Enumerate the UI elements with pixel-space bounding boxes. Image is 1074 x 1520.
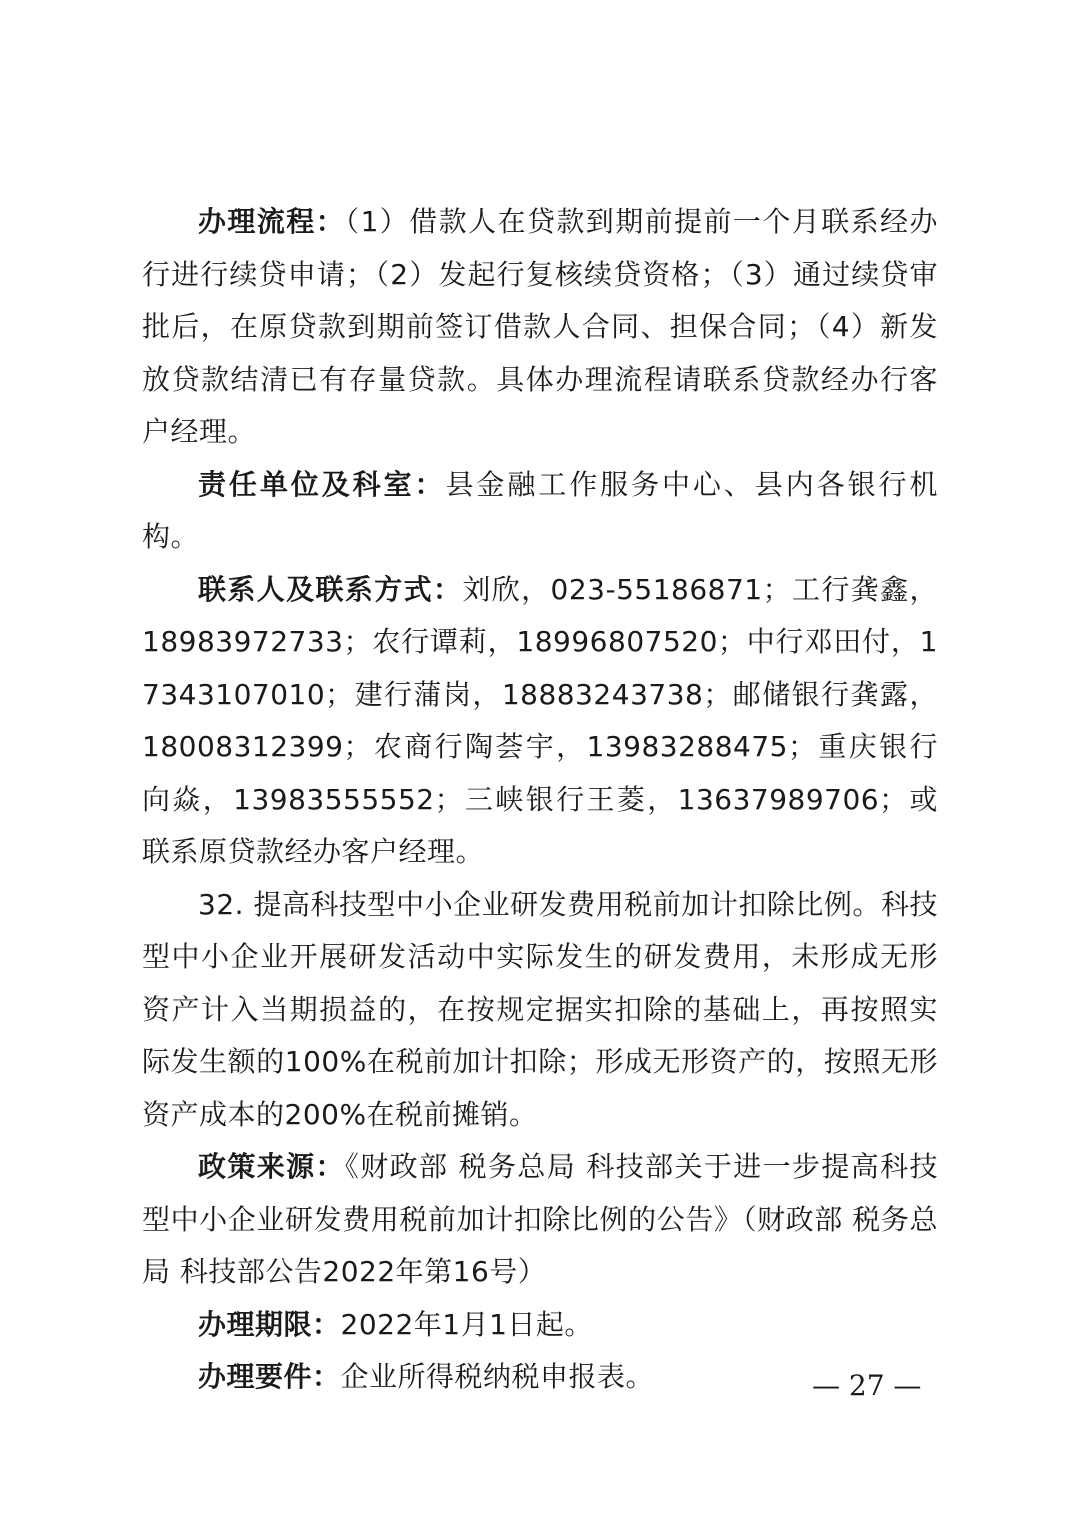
paragraph-text: 《财政部 税务总局 科技部关于进一步提高科技型中小企业研发费用税前加计扣除比例的公告》（财政部 税务总局 科技部公告2022年第16号）	[142, 1150, 938, 1288]
paragraph-text: 刘欣，023-55186871；工行龚鑫，18983972733；农行谭莉，18996807520；中行邓田付，17343107010；建行蒲岗，18883243738；邮储银行龚露，18008312399；农商行陶荟宇，13983288475；重庆银行向焱，13983555552；三峡银行王菱，13637989706；或联系原贷款经办客户经理。	[142, 572, 938, 868]
page-number: — 27 —	[812, 1369, 922, 1402]
paragraph-label: 办理要件：	[198, 1360, 341, 1393]
paragraph-text: 县金融工作服务中心、县内各银行机构。	[142, 467, 938, 553]
paragraph-label: 办理期限：	[198, 1307, 341, 1341]
paragraph-responsible-unit	[142, 459, 938, 564]
paragraph-text: 科技型中小企业开展研发活动中实际发生的研发费用，未形成无形资产计入当期损益的，在按规定据实扣除的基础上，再按照实际发生额的100%在税前加计扣除；形成无形资产的，按照无形资产成本的200%在税前摊销。	[142, 887, 938, 1131]
paragraph-contacts	[142, 564, 938, 879]
paragraph-item-32	[142, 879, 938, 1142]
paragraph-label: 联系人及联系方式：	[198, 572, 463, 606]
paragraph-deadline	[142, 1299, 938, 1352]
paragraph-text: 2022年1月1日起。	[340, 1307, 593, 1341]
document-body	[142, 196, 938, 1404]
paragraph-text: 企业所得税纳税申报表。	[340, 1360, 655, 1393]
paragraph-label: 责任单位及科室：	[198, 467, 446, 501]
paragraph-policy-source	[142, 1141, 938, 1299]
paragraph-text: （1）借款人在贷款到期前提前一个月联系经办行进行续贷申请；（2）发起行复核续贷资格；（3）通过续贷审批后，在原贷款到期前签订借款人合同、担保合同；（4）新发放贷款结清已有存量贷款。具体办理流程请联系贷款经办行客户经理。	[142, 205, 938, 448]
paragraph-label: 办理流程：	[198, 205, 346, 238]
paragraph-heading: 32. 提高科技型中小企业研发费用税前加计扣除比例。	[198, 887, 881, 921]
paragraph-label: 政策来源：	[198, 1150, 345, 1183]
paragraph-process	[142, 196, 938, 459]
